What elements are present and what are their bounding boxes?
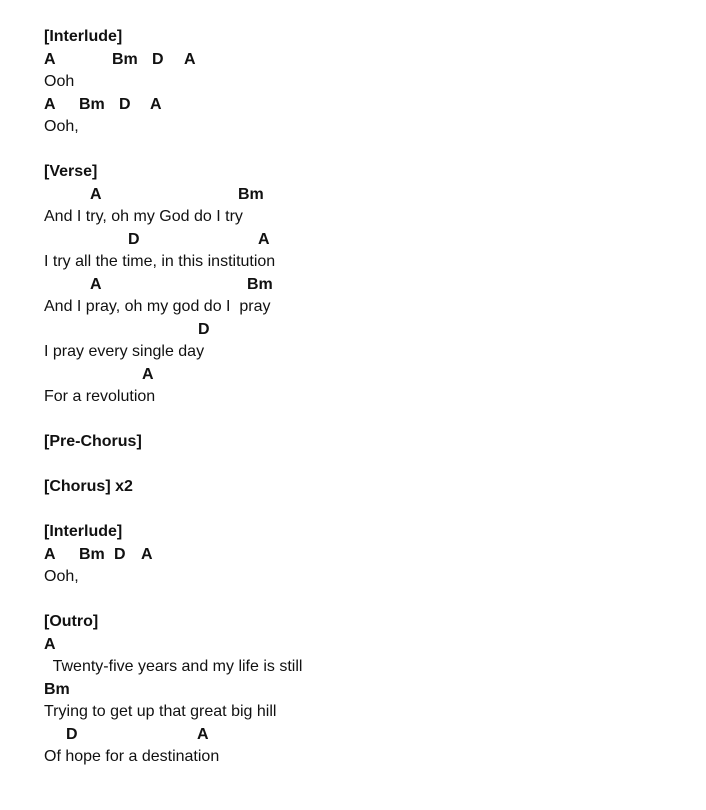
lyric-line: I pray every single day <box>44 343 205 360</box>
lyric-line: Of hope for a destination <box>44 748 220 765</box>
lyric-line: And I try, oh my God do I try <box>44 208 243 225</box>
section-heading: [Interlude] <box>44 28 123 45</box>
chord-line <box>44 724 684 747</box>
chord-line <box>44 679 684 702</box>
chord-line <box>44 319 684 342</box>
section-heading: [Interlude] <box>44 523 123 540</box>
chord: A <box>44 635 56 653</box>
chord-line <box>44 364 684 387</box>
chord: D <box>198 320 210 338</box>
chord: A <box>184 50 196 68</box>
chord: Bm <box>79 95 105 113</box>
chord: Bm <box>44 680 70 698</box>
chord: A <box>44 545 56 563</box>
chord-line <box>44 229 684 252</box>
lyric-line: I try all the time, in this institution <box>44 253 276 270</box>
chord-line <box>44 94 684 117</box>
chord: D <box>128 230 140 248</box>
blank-line <box>44 589 684 612</box>
chord: D <box>114 545 126 563</box>
chord: A <box>150 95 162 113</box>
chord-line <box>44 184 684 207</box>
chord: A <box>44 50 56 68</box>
lyric-line: Ooh, <box>44 568 79 585</box>
chord: Bm <box>79 545 105 563</box>
chord-line <box>44 49 684 72</box>
lyric-line: Twenty-five years and my life is still <box>44 658 303 675</box>
chord: A <box>90 275 102 293</box>
chord: Bm <box>238 185 264 203</box>
chord-line <box>44 634 684 657</box>
blank-line <box>44 454 684 477</box>
chord: D <box>152 50 164 68</box>
chord: A <box>197 725 209 743</box>
chord-line <box>44 274 684 297</box>
chord: D <box>119 95 131 113</box>
chord: Bm <box>112 50 138 68</box>
chord: A <box>141 545 153 563</box>
chord: Bm <box>247 275 273 293</box>
section-heading: [Verse] <box>44 163 98 180</box>
section-heading: [Outro] <box>44 613 99 630</box>
lyric-line: Ooh, <box>44 118 79 135</box>
lyric-line: Ooh <box>44 73 75 90</box>
chord: A <box>44 95 56 113</box>
blank-line <box>44 409 684 432</box>
blank-line <box>44 499 684 522</box>
lyric-line: And I pray, oh my god do I pray <box>44 298 271 315</box>
lyric-line: For a revolution <box>44 388 156 405</box>
chord-line <box>44 544 684 567</box>
chord: A <box>142 365 154 383</box>
section-heading: [Pre-Chorus] <box>44 433 142 450</box>
chord: D <box>66 725 78 743</box>
section-heading: [Chorus] x2 <box>44 478 133 495</box>
chord: A <box>90 185 102 203</box>
lyric-line: Trying to get up that great big hill <box>44 703 277 720</box>
blank-line <box>44 139 684 162</box>
chord: A <box>258 230 270 248</box>
chord-sheet <box>44 26 684 769</box>
